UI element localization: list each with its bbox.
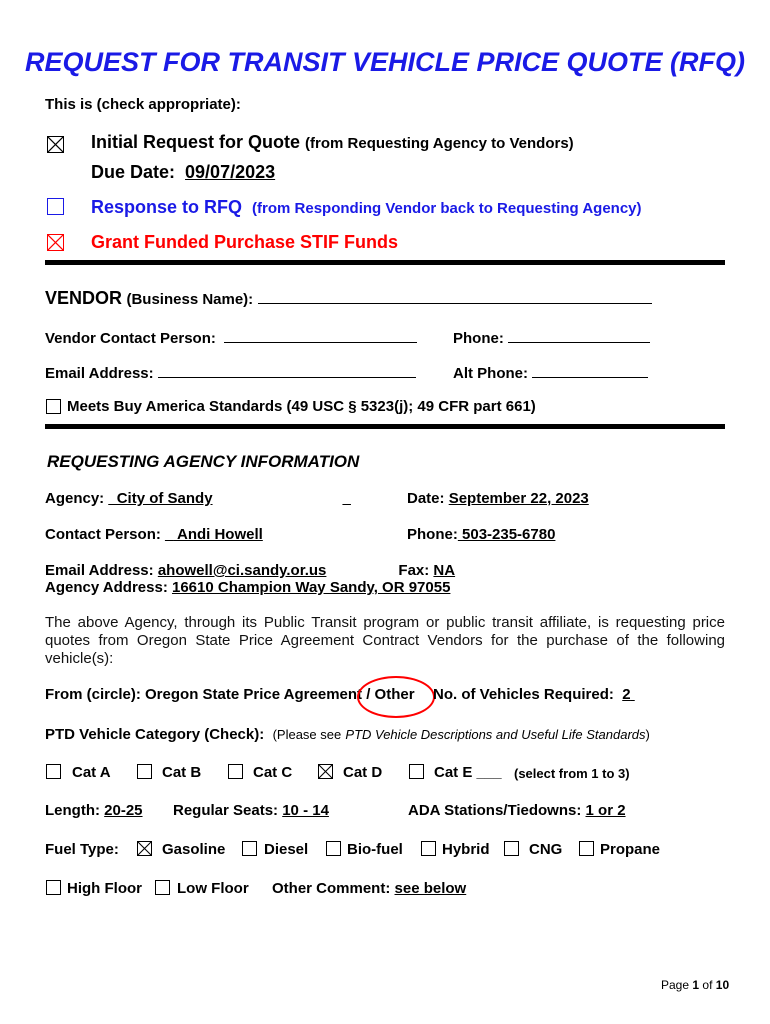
check-x-icon xyxy=(138,842,151,855)
cat-b-checkbox[interactable] xyxy=(137,764,152,779)
vehicles-required-value[interactable]: 2 xyxy=(622,686,631,703)
biofuel-label: Bio-fuel xyxy=(347,841,403,858)
vendor-email: Email Address: xyxy=(45,363,416,382)
cat-d-label: Cat D xyxy=(343,764,383,781)
vehicle-category: PTD Vehicle Category (Check): (Please see PTD Vehicle Descriptions and Useful Life Standards) xyxy=(45,726,650,743)
high-floor-label: High Floor xyxy=(67,880,142,897)
agency-email-value[interactable]: ahowell@ci.sandy.or.us xyxy=(157,562,327,579)
cng-checkbox[interactable] xyxy=(504,841,519,856)
vendor-contact: Vendor Contact Person: xyxy=(45,328,417,347)
vendor-phone: Phone: xyxy=(453,328,650,347)
check-x-icon xyxy=(319,765,332,778)
agency-name-value[interactable]: _City of Sandy _ xyxy=(108,490,351,507)
agency-address: Agency Address: 16610 Champion Way Sandy, OR 97055 xyxy=(45,579,451,596)
agency-phone: Phone: 503-235-6780 xyxy=(407,526,556,543)
gasoline-label: Gasoline xyxy=(162,841,226,858)
vendor-email-field[interactable] xyxy=(158,363,416,378)
request-paragraph: The above Agency, through its Public Transit program or public transit affiliate, is requesting price quotes from Oregon State Price Agreement Contract Vendors for the purchase of the following vehicle(s): xyxy=(45,614,725,667)
diesel-label: Diesel xyxy=(264,841,309,858)
regular-seats: Regular Seats: 10 - 14 xyxy=(173,802,329,819)
form-title: REQUEST FOR TRANSIT VEHICLE PRICE QUOTE (RFQ) xyxy=(24,47,746,77)
agency-date: Date: September 22, 2023 xyxy=(407,490,589,507)
response-rfq-checkbox[interactable] xyxy=(47,198,64,215)
low-floor-label: Low Floor xyxy=(177,880,249,897)
propane-label: Propane xyxy=(600,841,661,858)
gasoline-checkbox[interactable] xyxy=(137,841,152,856)
regular-seats-value[interactable]: 10 - 14 xyxy=(282,802,329,819)
check-prompt: This is (check appropriate): xyxy=(45,96,241,113)
vendor-business-name: VENDOR (Business Name): xyxy=(45,288,652,309)
vendor-contact-field[interactable] xyxy=(224,328,417,343)
agency-contact-value[interactable]: _ Andi Howell xyxy=(165,526,263,543)
business-name-field[interactable] xyxy=(258,289,652,304)
due-date: Due Date: 09/07/2023 xyxy=(91,162,276,182)
ada-stations: ADA Stations/Tiedowns: 1 or 2 xyxy=(408,802,626,819)
cat-a-label: Cat A xyxy=(72,764,111,781)
agency-heading: REQUESTING AGENCY INFORMATION xyxy=(47,452,360,471)
buy-america-label: Meets Buy America Standards (49 USC § 5323(j); 49 CFR part 661) xyxy=(67,398,536,415)
cng-label: CNG xyxy=(529,841,563,858)
cat-e-label: Cat E ___ xyxy=(434,764,502,781)
vendor-alt-phone-field[interactable] xyxy=(532,363,648,378)
agency-email: Email Address: ahowell@ci.sandy.or.us Fax: NA xyxy=(45,562,456,579)
agency-contact: Contact Person: _ Andi Howell xyxy=(45,526,335,543)
other-comment-value[interactable]: see below xyxy=(394,880,467,897)
check-x-icon xyxy=(48,137,63,152)
hybrid-checkbox[interactable] xyxy=(421,841,436,856)
other-comment: Other Comment: see below xyxy=(272,880,467,897)
agency-address-value[interactable]: 16610 Champion Way Sandy, OR 97055 xyxy=(171,579,451,596)
length: Length: 20-25 xyxy=(45,802,143,819)
from-circle-label: From (circle): Oregon State Price Agreement / Other xyxy=(45,686,415,703)
other-circle-mark xyxy=(357,676,435,718)
buy-america-checkbox[interactable] xyxy=(46,399,61,414)
section-divider xyxy=(45,424,725,429)
section-divider xyxy=(45,260,725,265)
agency-name: Agency: _City of Sandy _ xyxy=(45,490,351,507)
vehicles-required: No. of Vehicles Required: 2 xyxy=(433,686,635,703)
select-note: (select from 1 to 3) xyxy=(514,766,630,781)
agency-phone-value[interactable]: 503-235-6780 xyxy=(457,526,556,543)
grant-funded-checkbox[interactable] xyxy=(47,234,64,251)
vendor-phone-field[interactable] xyxy=(508,328,650,343)
grant-funded-label: Grant Funded Purchase STIF Funds xyxy=(91,232,399,252)
cat-e-checkbox[interactable] xyxy=(409,764,424,779)
hybrid-label: Hybrid xyxy=(442,841,490,858)
agency-date-value[interactable]: September 22, 2023 xyxy=(448,490,589,507)
response-rfq-label: Response to RFQ (from Responding Vendor back to Requesting Agency) xyxy=(91,197,642,217)
check-x-icon xyxy=(48,235,63,250)
cat-c-checkbox[interactable] xyxy=(228,764,243,779)
ada-stations-value[interactable]: 1 or 2 xyxy=(585,802,626,819)
fuel-type-label: Fuel Type: xyxy=(45,841,119,858)
propane-checkbox[interactable] xyxy=(579,841,594,856)
cat-d-checkbox[interactable] xyxy=(318,764,333,779)
agency-fax-value[interactable]: NA xyxy=(433,562,456,579)
initial-request-label: Initial Request for Quote (from Requesting Agency to Vendors) xyxy=(91,132,574,152)
cat-c-label: Cat C xyxy=(253,764,293,781)
low-floor-checkbox[interactable] xyxy=(155,880,170,895)
high-floor-checkbox[interactable] xyxy=(46,880,61,895)
length-value[interactable]: 20-25 xyxy=(104,802,143,819)
biofuel-checkbox[interactable] xyxy=(326,841,341,856)
cat-a-checkbox[interactable] xyxy=(46,764,61,779)
diesel-checkbox[interactable] xyxy=(242,841,257,856)
initial-request-checkbox[interactable] xyxy=(47,136,64,153)
page-number: Page 1 of 10 xyxy=(661,978,730,992)
vendor-alt-phone: Alt Phone: xyxy=(453,363,648,382)
due-date-value: 09/07/2023 xyxy=(185,162,276,182)
cat-b-label: Cat B xyxy=(162,764,202,781)
